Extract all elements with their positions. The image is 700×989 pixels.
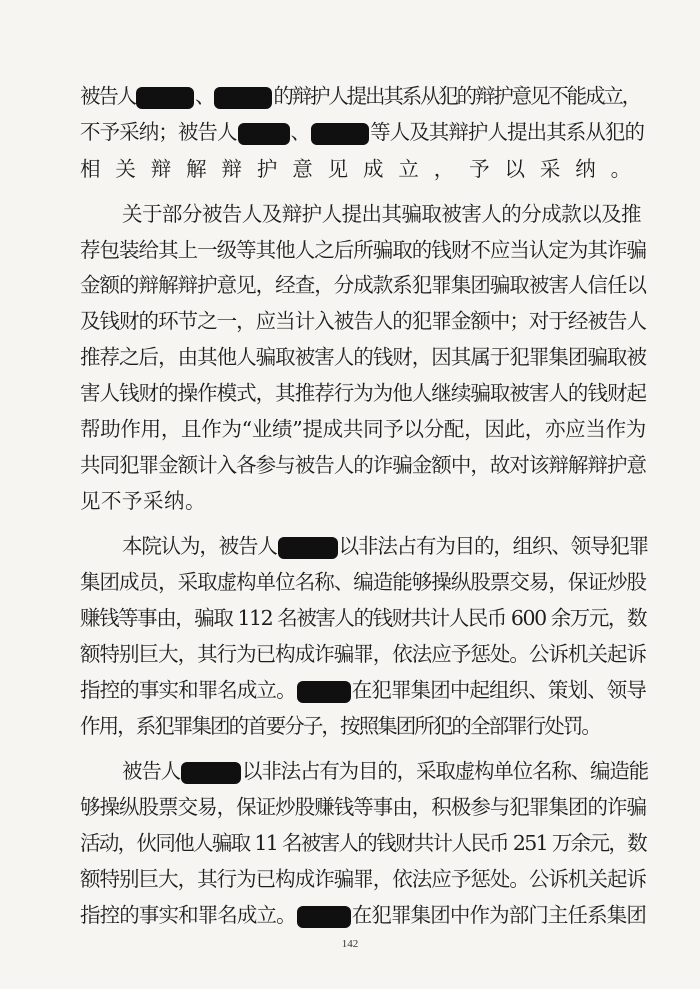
redaction-block xyxy=(136,87,194,109)
text-line xyxy=(80,604,646,632)
text-line xyxy=(80,487,206,515)
redaction-block xyxy=(297,906,351,928)
text-line xyxy=(80,712,600,740)
text-run: 的辩护人提出其系从犯的辩护意见不能成立， xyxy=(273,84,641,108)
text-run: 作用，系犯罪集团的首要分子，按照集团所犯的全部罪行处罚。 xyxy=(80,714,600,738)
text-run: 集团成员，采取虚构单位名称、编造能够操纵股票交易，保证炒股 xyxy=(80,570,646,594)
text-line xyxy=(122,200,641,228)
text-line xyxy=(80,793,646,821)
page-number: 142 xyxy=(341,938,359,950)
text-line xyxy=(80,343,646,371)
text-run: 指控的事实和罪名成立。 xyxy=(80,903,296,927)
text-line xyxy=(80,901,646,929)
text-run: 推荐之后，由其他人骗取被害人的钱财，因其属于犯罪集团骗取被 xyxy=(80,345,646,369)
text-run: 活动，伙同他人骗取 11 名被害人的钱财共计人民币 251 万余元，数 xyxy=(80,831,646,855)
text-line xyxy=(80,236,646,264)
text-line xyxy=(80,155,646,183)
text-line xyxy=(122,532,648,560)
redaction-block xyxy=(278,537,338,559)
text-run: 共同犯罪金额计入各参与被告人的诈骗金额中，故对该辩解辩护意 xyxy=(80,453,646,477)
text-line xyxy=(80,568,646,596)
text-run: 、 xyxy=(290,120,311,144)
text-run: 额特别巨大，其行为已构成诈骗罪，依法应予惩处。公诉机关起诉 xyxy=(80,867,646,891)
redaction-block xyxy=(181,762,241,784)
redaction-block xyxy=(238,123,290,145)
text-run: 被告人 xyxy=(122,759,180,783)
text-run: 害人钱财的操作模式，其推荐行为为他人继续骗取被害人的钱财起 xyxy=(80,381,646,405)
text-run: 不予采纳；被告人 xyxy=(80,120,237,144)
text-run: 以非法占有为目的，组织、领导犯罪 xyxy=(338,534,649,558)
redaction-block xyxy=(214,87,272,109)
text-line xyxy=(80,829,646,857)
text-line xyxy=(80,82,640,110)
text-line xyxy=(80,451,646,479)
text-line xyxy=(80,379,646,407)
text-run: 够操纵股票交易，保证炒股赚钱等事由，积极参与犯罪集团的诈骗 xyxy=(80,795,646,819)
text-run: 见不予采纳。 xyxy=(80,489,206,513)
text-run: 相关辩解辩护意见成立，予以采纳。 xyxy=(80,157,646,181)
text-line xyxy=(80,865,646,893)
text-line xyxy=(80,271,646,299)
text-run: 金额的辩解辩护意见，经查，分成款系犯罪集团骗取被害人信任以 xyxy=(80,273,646,297)
text-line xyxy=(80,307,646,335)
text-run: 赚钱等事由，骗取 112 名被害人的钱财共计人民币 600 余万元，数 xyxy=(80,606,646,630)
text-run: 在犯罪集团中起组织、策划、领导 xyxy=(351,678,647,702)
text-line xyxy=(122,757,648,785)
text-run: 荐包装给其上一级等其他人之后所骗取的钱财不应当认定为其诈骗 xyxy=(80,238,646,262)
text-run: 等人及其辩护人提出其系从犯的 xyxy=(370,120,645,144)
text-line xyxy=(80,676,646,704)
text-run: 关于部分被告人及辩护人提出其骗取被害人的分成款以及推 xyxy=(122,202,641,226)
redaction-block xyxy=(297,681,351,703)
text-run: 及钱财的环节之一，应当计入被告人的犯罪金额中；对于经被告人 xyxy=(80,309,646,333)
text-run: 本院认为，被告人 xyxy=(122,534,277,558)
text-run: 以非法占有为目的，采取虚构单位名称、编造能 xyxy=(242,759,648,783)
text-line xyxy=(80,118,644,146)
text-run: 指控的事实和罪名成立。 xyxy=(80,678,296,702)
text-run: 帮助作用，且作为“业绩”提成共同予以分配，因此，亦应当作为 xyxy=(80,417,646,441)
text-run: 额特别巨大，其行为已构成诈骗罪，依法应予惩处。公诉机关起诉 xyxy=(80,642,646,666)
text-run: 在犯罪集团中作为部门主任系集团 xyxy=(351,903,647,927)
text-line xyxy=(80,640,646,668)
redaction-block xyxy=(311,123,369,145)
text-line xyxy=(80,415,646,443)
text-run: 、 xyxy=(195,84,214,108)
text-run: 被告人 xyxy=(80,84,135,108)
